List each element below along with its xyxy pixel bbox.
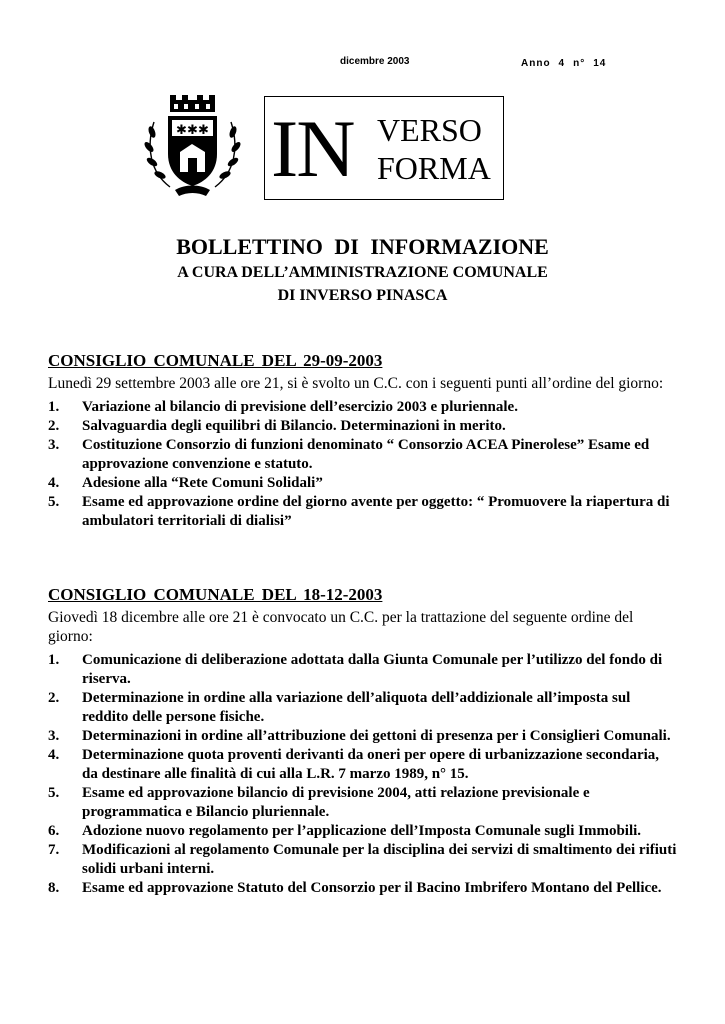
item-text: Salvaguardia degli equilibri di Bilancio. Determinazioni in merito. — [82, 418, 506, 434]
anno-value: 4 — [558, 58, 566, 69]
item-text: Determinazione in ordine alla variazione dell’aliquota dell’addizionale all’imposta sul reddito delle persone fisiche. — [82, 690, 631, 725]
logo-verso: VERSO — [377, 112, 482, 148]
page-subtitle-2: DI INVERSO PINASCA — [277, 287, 448, 304]
item-text: Comunicazione di deliberazione adottata dalla Giunta Comunale per l’utilizzo del fondo di riserva. — [82, 652, 663, 687]
item-number: 3. — [48, 728, 60, 744]
header-issue — [521, 58, 614, 69]
section-heading: CONSIGLIO COMUNALE DEL 18-12-2003 — [48, 585, 383, 604]
section-heading: CONSIGLIO COMUNALE DEL 29-09-2003 — [48, 351, 383, 370]
numero-label: n° — [573, 58, 586, 69]
list-item — [48, 727, 678, 746]
header-date: dicembre 2003 — [340, 56, 410, 67]
list-item — [48, 689, 678, 727]
item-number: 6. — [48, 823, 60, 839]
anno-label: Anno — [521, 58, 551, 69]
list-item — [48, 784, 678, 822]
item-text: Adozione nuovo regolamento per l’applicazione dell’Imposta Comunale sugli Immobili. — [82, 823, 642, 839]
list-item — [48, 474, 678, 493]
item-text: Variazione al bilancio di previsione dell’esercizio 2003 e pluriennale. — [82, 399, 518, 415]
item-number: 8. — [48, 880, 60, 896]
item-text: Esame ed approvazione ordine del giorno avente per oggetto: “ Promuovere la riapertura di ambulatori territoriali di dialisi” — [82, 494, 670, 529]
item-text: Determinazioni in ordine all’attribuzione dei gettoni di presenza per i Consiglieri Comunali. — [82, 728, 671, 744]
list-item — [48, 879, 678, 898]
item-number: 3. — [48, 437, 60, 453]
logo-forma: FORMA — [377, 150, 491, 186]
section-intro: Giovedì 18 dicembre alle ore 21 è convocato un C.C. per la trattazione del seguente ordine del giorno: — [48, 609, 634, 645]
municipal-crest-icon — [140, 92, 245, 200]
section-intro: Lunedì 29 settembre 2003 alle ore 21, si è svolto un C.C. con i seguenti punti all’ordine del giorno: — [48, 375, 664, 392]
item-text: Determinazione quota proventi derivanti da oneri per opere di urbanizzazione secondaria, da destinare alle finalità di cui alla L.R. 7 marzo 1989, n° 15. — [82, 747, 660, 782]
list-item — [48, 822, 678, 841]
svg-text:✱: ✱ — [198, 123, 209, 138]
item-number: 4. — [48, 747, 60, 763]
svg-text:✱: ✱ — [176, 123, 187, 138]
item-text: Esame ed approvazione bilancio di previsione 2004, atti relazione previsionale e programmatica e Bilancio pluriennale. — [82, 785, 590, 820]
item-number: 1. — [48, 399, 60, 415]
item-number: 7. — [48, 842, 60, 858]
list-item — [48, 398, 678, 417]
item-text: Costituzione Consorzio di funzioni denominato “ Consorzio ACEA Pinerolese” Esame ed approvazione convenzione e statuto. — [82, 437, 650, 472]
logo-in: IN — [271, 103, 354, 194]
list-item — [48, 651, 678, 689]
list-item — [48, 417, 678, 436]
item-text: Esame ed approvazione Statuto del Consorzio per il Bacino Imbrifero Montano del Pellice. — [82, 880, 662, 896]
page-subtitle-1: A CURA DELL’AMMINISTRAZIONE COMUNALE — [177, 264, 548, 281]
section-consiglio-29-09 — [48, 351, 678, 531]
item-number: 1. — [48, 652, 60, 668]
list-item — [48, 436, 678, 474]
item-number: 5. — [48, 785, 60, 801]
item-text: Adesione alla “Rete Comuni Solidali” — [82, 475, 323, 491]
item-number: 5. — [48, 494, 60, 510]
item-number: 2. — [48, 690, 60, 706]
agenda-list — [48, 651, 678, 898]
item-number: 2. — [48, 418, 60, 434]
list-item — [48, 841, 678, 879]
item-number: 4. — [48, 475, 60, 491]
list-item — [48, 493, 678, 531]
masthead-logo — [264, 96, 504, 200]
section-consiglio-18-12 — [48, 585, 678, 898]
numero-value: 14 — [593, 58, 607, 69]
page-title: BOLLETTINO DI INFORMAZIONE — [176, 234, 549, 259]
item-text: Modificazioni al regolamento Comunale per la disciplina dei servizi di smaltimento dei rifiuti solidi urbani interni. — [82, 842, 677, 877]
agenda-list — [48, 398, 678, 531]
svg-text:✱: ✱ — [187, 123, 198, 138]
list-item — [48, 746, 678, 784]
